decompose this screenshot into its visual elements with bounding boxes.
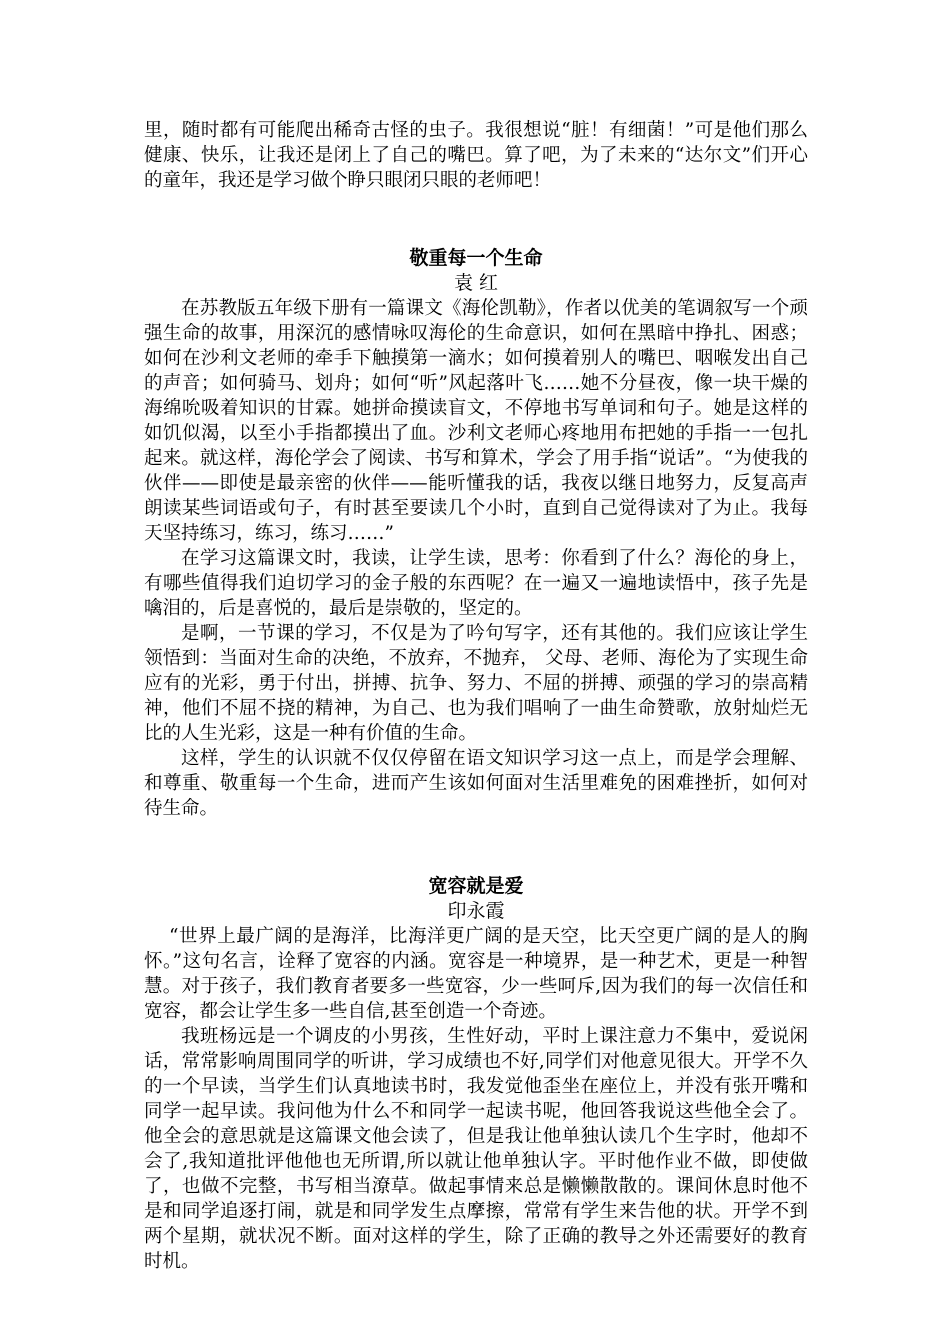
document-page	[144, 118, 808, 1274]
section-spacer	[144, 821, 808, 874]
article2-author: 印永霞	[447, 900, 505, 922]
article2-paragraph-2: 我班杨远是一个调皮的小男孩，生性好动，平时上课注意力不集中，爱说闲话，常常影响周围同学的听讲，学习成绩也不好,同学们对他意见很大。开学不久的一个早读，当学生们认真地读书时，我发觉他歪坐在座位上，并没有张开嘴和同学一起早读。我问他为什么不和同学一起读书呢，他回答我说这些他全会了。他全会的意思就是这篇课文他会读了，但是我让他单独认读几个生字时，他却不会了,我知道批评他他也无所谓,所以就让他单独认字。平时他作业不做，即使做了，也做不完整，书写相当潦草。做起事情来总是懒懒散散的。课间休息时他不是和同学追逐打闹，就是和同学发生点摩擦，常常有学生来告他的状。开学不到两个星期，就状况不断。面对这样的学生，除了正确的教导之外还需要好的教育时机。	[144, 1026, 808, 1272]
intro-paragraph: 里，随时都有可能爬出稀奇古怪的虫子。我很想说“脏！有细菌！”可是他们那么健康、快乐，让我还是闭上了自己的嘴巴。算了吧，为了未来的“达尔文”们开心的童年，我还是学习做个睁只眼闭只眼的老师吧！	[144, 120, 808, 191]
article1-title: 敬重每一个生命	[409, 247, 543, 269]
section-spacer	[144, 193, 808, 246]
article2-title: 宽容就是爱	[428, 875, 524, 897]
article1-paragraph-1: 在苏教版五年级下册有一篇课文《海伦凯勒》，作者以优美的笔调叙写一个顽强生命的故事，用深沉的感情咏叹海伦的生命意识，如何在黑暗中挣扎、困惑；如何在沙利文老师的牵手下触摸第一滴水；如何摸着别人的嘴巴、咽喉发出自己的声音；如何骑马、划舟；如何“听”风起落叶飞……她不分昼夜，像一块干燥的海绵吮吸着知识的甘霖。她拼命摸读盲文，不停地书写单词和句子。她是这样的如饥似渴，以至小手指都摸出了血。沙利文老师心疼地用布把她的手指一一包扎起来。就这样，海伦学会了阅读、书写和算术，学会了用手指“说话”。“为使我的伙伴——即使是最亲密的伙伴——能听懂我的话，我夜以继日地努力，反复高声朗读某些词语或句子，有时甚至要读几个小时，直到自己觉得读对了为止。我每天坚持练习，练习，练习……”	[144, 298, 808, 544]
article1-author: 袁 红	[453, 272, 499, 294]
article1-paragraph-3: 是啊，一节课的学习，不仅是为了吟句写字，还有其他的。我们应该让学生领悟到：当面对生命的决绝，不放弃，不抛弃， 父母、老师、海伦为了实现生命应有的光彩，勇于付出，拼搏、抗争、努力、不屈的拼搏、顽强的学习的崇高精神，他们不屈不挠的精神，为自己、也为我们唱响了一曲生命赞歌，放射灿烂无比的人生光彩，这是一种有价值的生命。	[144, 623, 808, 744]
article1-paragraph-2: 在学习这篇课文时，我读，让学生读，思考：你看到了什么？海伦的身上，有哪些值得我们迫切学习的金子般的东西呢？在一遍又一遍地读悟中，孩子先是噙泪的，后是喜悦的，最后是崇敬的，坚定的。	[144, 548, 808, 619]
article1-paragraph-4: 这样，学生的认识就不仅仅停留在语文知识学习这一点上，而是学会理解、和尊重、敬重每一个生命，进而产生该如何面对生活里难免的困难挫折，如何对待生命。	[144, 748, 808, 819]
article2-paragraph-1: “世界上最广阔的是海洋，比海洋更广阔的是天空，比天空更广阔的是人的胸怀。”这句名言，诠释了宽容的内涵。宽容是一种境界，是一种艺术，更是一种智慧。对于孩子，我们教育者要多一些宽容，少一些呵斥,因为我们的每一次信任和宽容，都会让学生多一些自信,甚至创造一个奇迹。	[144, 926, 808, 1022]
